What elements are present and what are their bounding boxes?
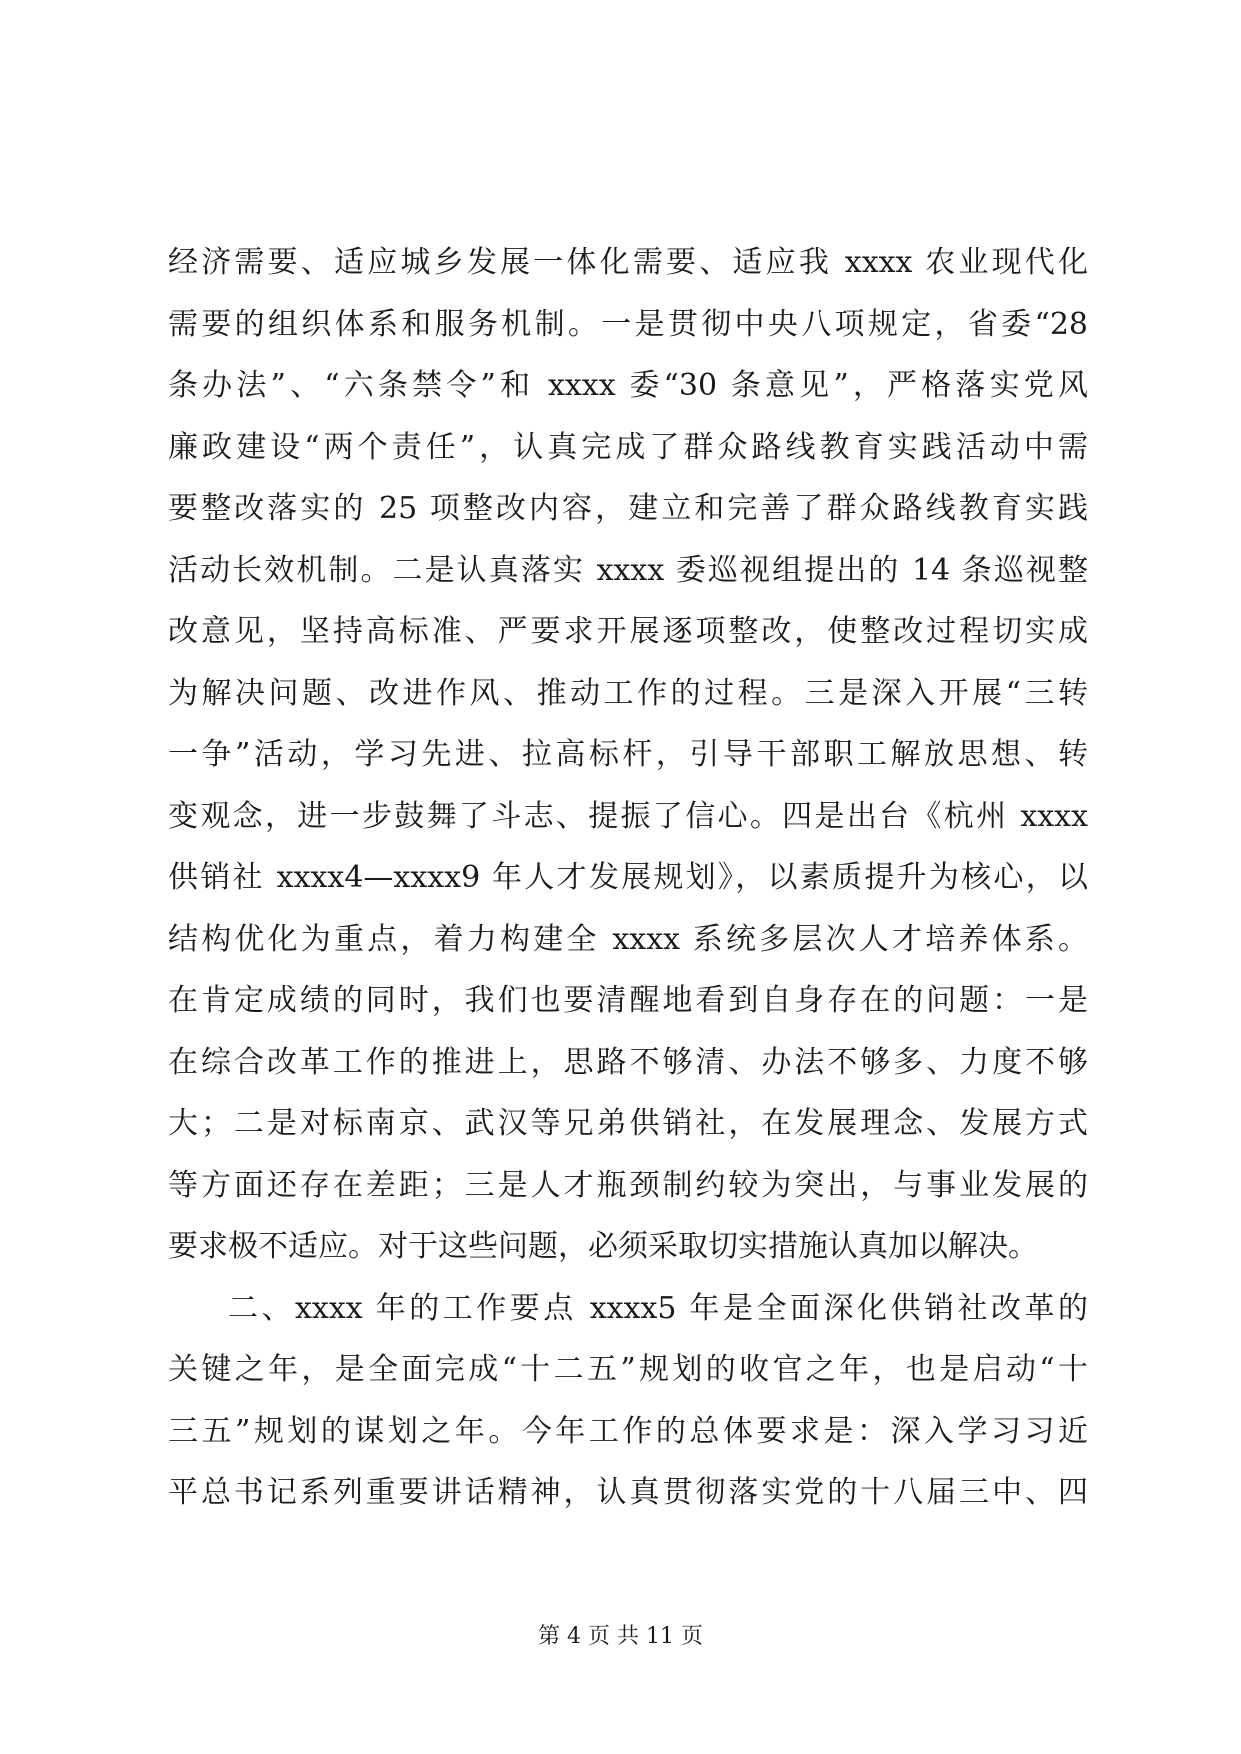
text-line: 变观念，进一步鼓舞了斗志、提振了信心。四是出台《杭州 xxxx [168, 798, 1088, 834]
text-line: 等方面还存在差距；三是人才瓶颈制约较为突出，与事业发展的 [168, 1167, 1088, 1203]
text-line: 要求极不适应。对于这些问题，必须采取切实措施认真加以解决。 [168, 1229, 1038, 1264]
text-line: 需要的组织体系和服务机制。一是贯彻中央八项规定，省委“28 [168, 306, 1088, 342]
text-line: 改意见，坚持高标准、严要求开展逐项整改，使整改过程切实成 [168, 614, 1088, 649]
text-line: 平总书记系列重要讲话精神，认真贯彻落实党的十八届三中、四 [168, 1475, 1088, 1510]
text-line: 大；二是对标南京、武汉等兄弟供销社，在发展理念、发展方式 [168, 1106, 1088, 1141]
text-line: 在综合改革工作的推进上，思路不够清、办法不够多、力度不够 [168, 1044, 1088, 1080]
text-line: 供销社 xxxx4—xxxx9 年人才发展规划》，以素质提升为核心，以 [168, 860, 1088, 895]
text-line: 要整改落实的 25 项整改内容，建立和完善了群众路线教育实践 [168, 491, 1088, 526]
text-line: 关键之年，是全面完成“十二五”规划的收官之年，也是启动“十 [168, 1352, 1088, 1387]
text-line: 为解决问题、改进作风、推动工作的过程。三是深入开展“三转 [168, 675, 1088, 711]
text-line: 一争”活动，学习先进、拉高标杆，引导干部职工解放思想、转 [168, 737, 1088, 772]
text-line: 廉政建设“两个责任”，认真完成了群众路线教育实践活动中需 [168, 429, 1088, 465]
text-line: 条办法”、“六条禁令”和 xxxx 委“30 条意见”，严格落实党风 [168, 368, 1088, 403]
page-number-footer: 第 4 页 共 11 页 [538, 1624, 703, 1649]
text-line: 三五”规划的谋划之年。今年工作的总体要求是：深入学习习近 [168, 1413, 1088, 1449]
section-heading-line: 二、xxxx 年的工作要点 xxxx5 年是全面深化供销社改革的 [228, 1290, 1088, 1326]
text-line: 结构优化为重点，着力构建全 xxxx 系统多层次人才培养体系。 [168, 921, 1088, 957]
text-line: 在肯定成绩的同时，我们也要清醒地看到自身存在的问题：一是 [168, 983, 1088, 1018]
text-line: 活动长效机制。二是认真落实 xxxx 委巡视组提出的 14 条巡视整 [168, 552, 1088, 588]
text-line: 经济需要、适应城乡发展一体化需要、适应我 xxxx 农业现代化 [168, 245, 1088, 280]
body-text [168, 232, 1088, 1524]
